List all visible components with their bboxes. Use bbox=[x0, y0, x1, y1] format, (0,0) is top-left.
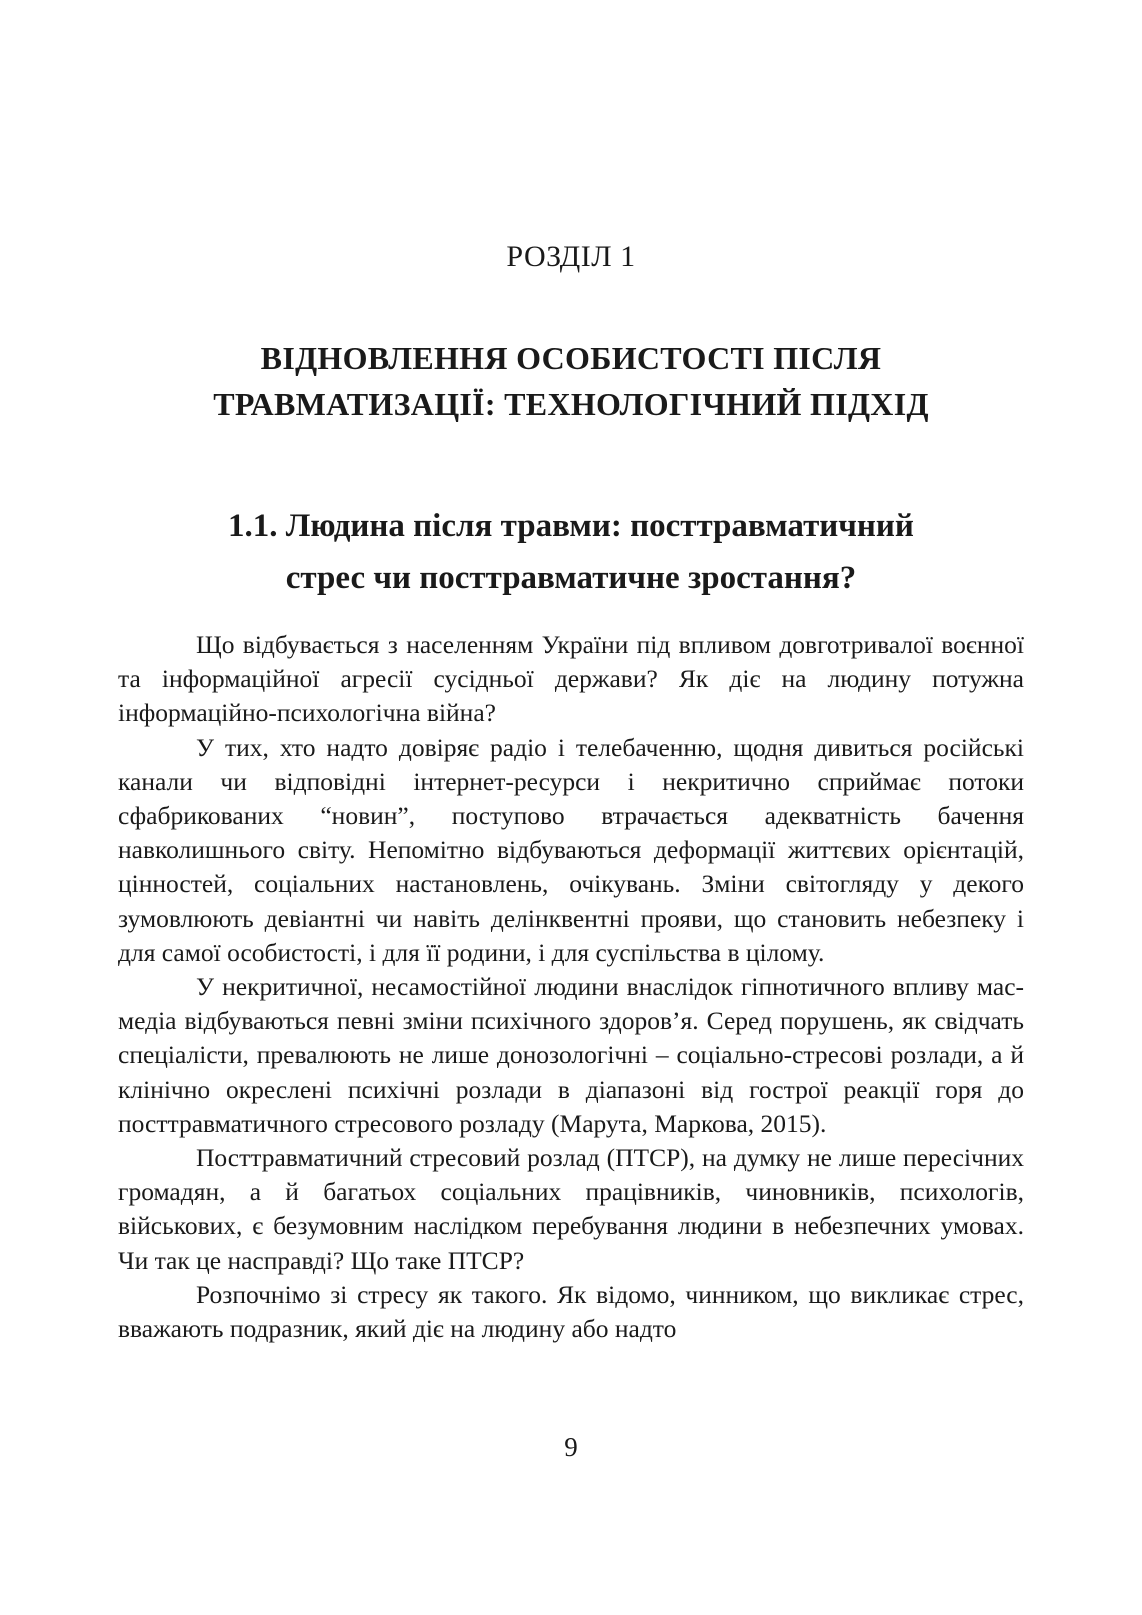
paragraph: У некритичної, несамостійної людини внаслідок гіпнотичного впливу мас-медіа відбуваються певні зміни психічного здоров’я. Серед порушень, як свідчать спеціалісти, превалюють не лише донозологічні – соціально-стресові розлади, а й клінічно окреслені психічні розлади в діапазоні від гострої реакції горя до посттравматичного стресового розладу (Марута, Маркова, 2015). bbox=[118, 972, 1024, 1138]
paragraph: Розпочнімо зі стресу як такого. Як відомо, чинником, що викликає стрес, вважають подразник, який діє на людину або надто bbox=[118, 1279, 1024, 1344]
paragraph: Посттравматичний стресовий розлад (ПТСР), на думку не лише пересічних громадян, а й багатьох соціальних працівників, чиновників, психологів, військових, є безумовним наслідком перебування людини в небезпечних умовах. Чи так це насправді? Що таке ПТСР? bbox=[118, 1143, 1024, 1275]
chapter-title-line-2: ТРАВМАТИЗАЦІЇ: ТЕХНОЛОГІЧНИЙ ПІДХІД bbox=[213, 386, 929, 422]
chapter-title-line-1: ВІДНОВЛЕННЯ ОСОБИСТОСТІ ПІСЛЯ bbox=[260, 340, 882, 376]
page-number: 9 bbox=[564, 1432, 578, 1462]
body-text bbox=[118, 628, 1024, 1346]
section-title-line-2: стрес чи посттравматичне зростання? bbox=[285, 560, 857, 596]
chapter-title bbox=[120, 335, 1022, 427]
section-title bbox=[120, 500, 1022, 604]
section-title-line-1: 1.1. Людина після травми: посттравматичний bbox=[228, 508, 914, 544]
paragraph: У тих, хто надто довіряє радіо і телебаченню, щодня дивиться російські канали чи відповідні інтернет-ресурси і некритично сприймає потоки сфабрикованих “новин”, поступово втрачається адекватність бачення навколишнього світу. Непомітно відбуваються деформації життєвих орієнтацій, цінностей, соціальних настановлень, очікувань. Зміни світогляду у декого зумовлюють девіантні чи навіть делінквентні прояви, що становить небезпеку і для самої особистості, і для її родини, і для суспільства в цілому. bbox=[118, 732, 1024, 967]
paragraph: Що відбувається з населенням України під впливом довготривалої воєнної та інформаційної агресії сусідньої держави? Як діє на людину потужна інформаційно-психологічна війна? bbox=[118, 630, 1024, 728]
chapter-label: РОЗДІЛ 1 bbox=[506, 240, 636, 273]
